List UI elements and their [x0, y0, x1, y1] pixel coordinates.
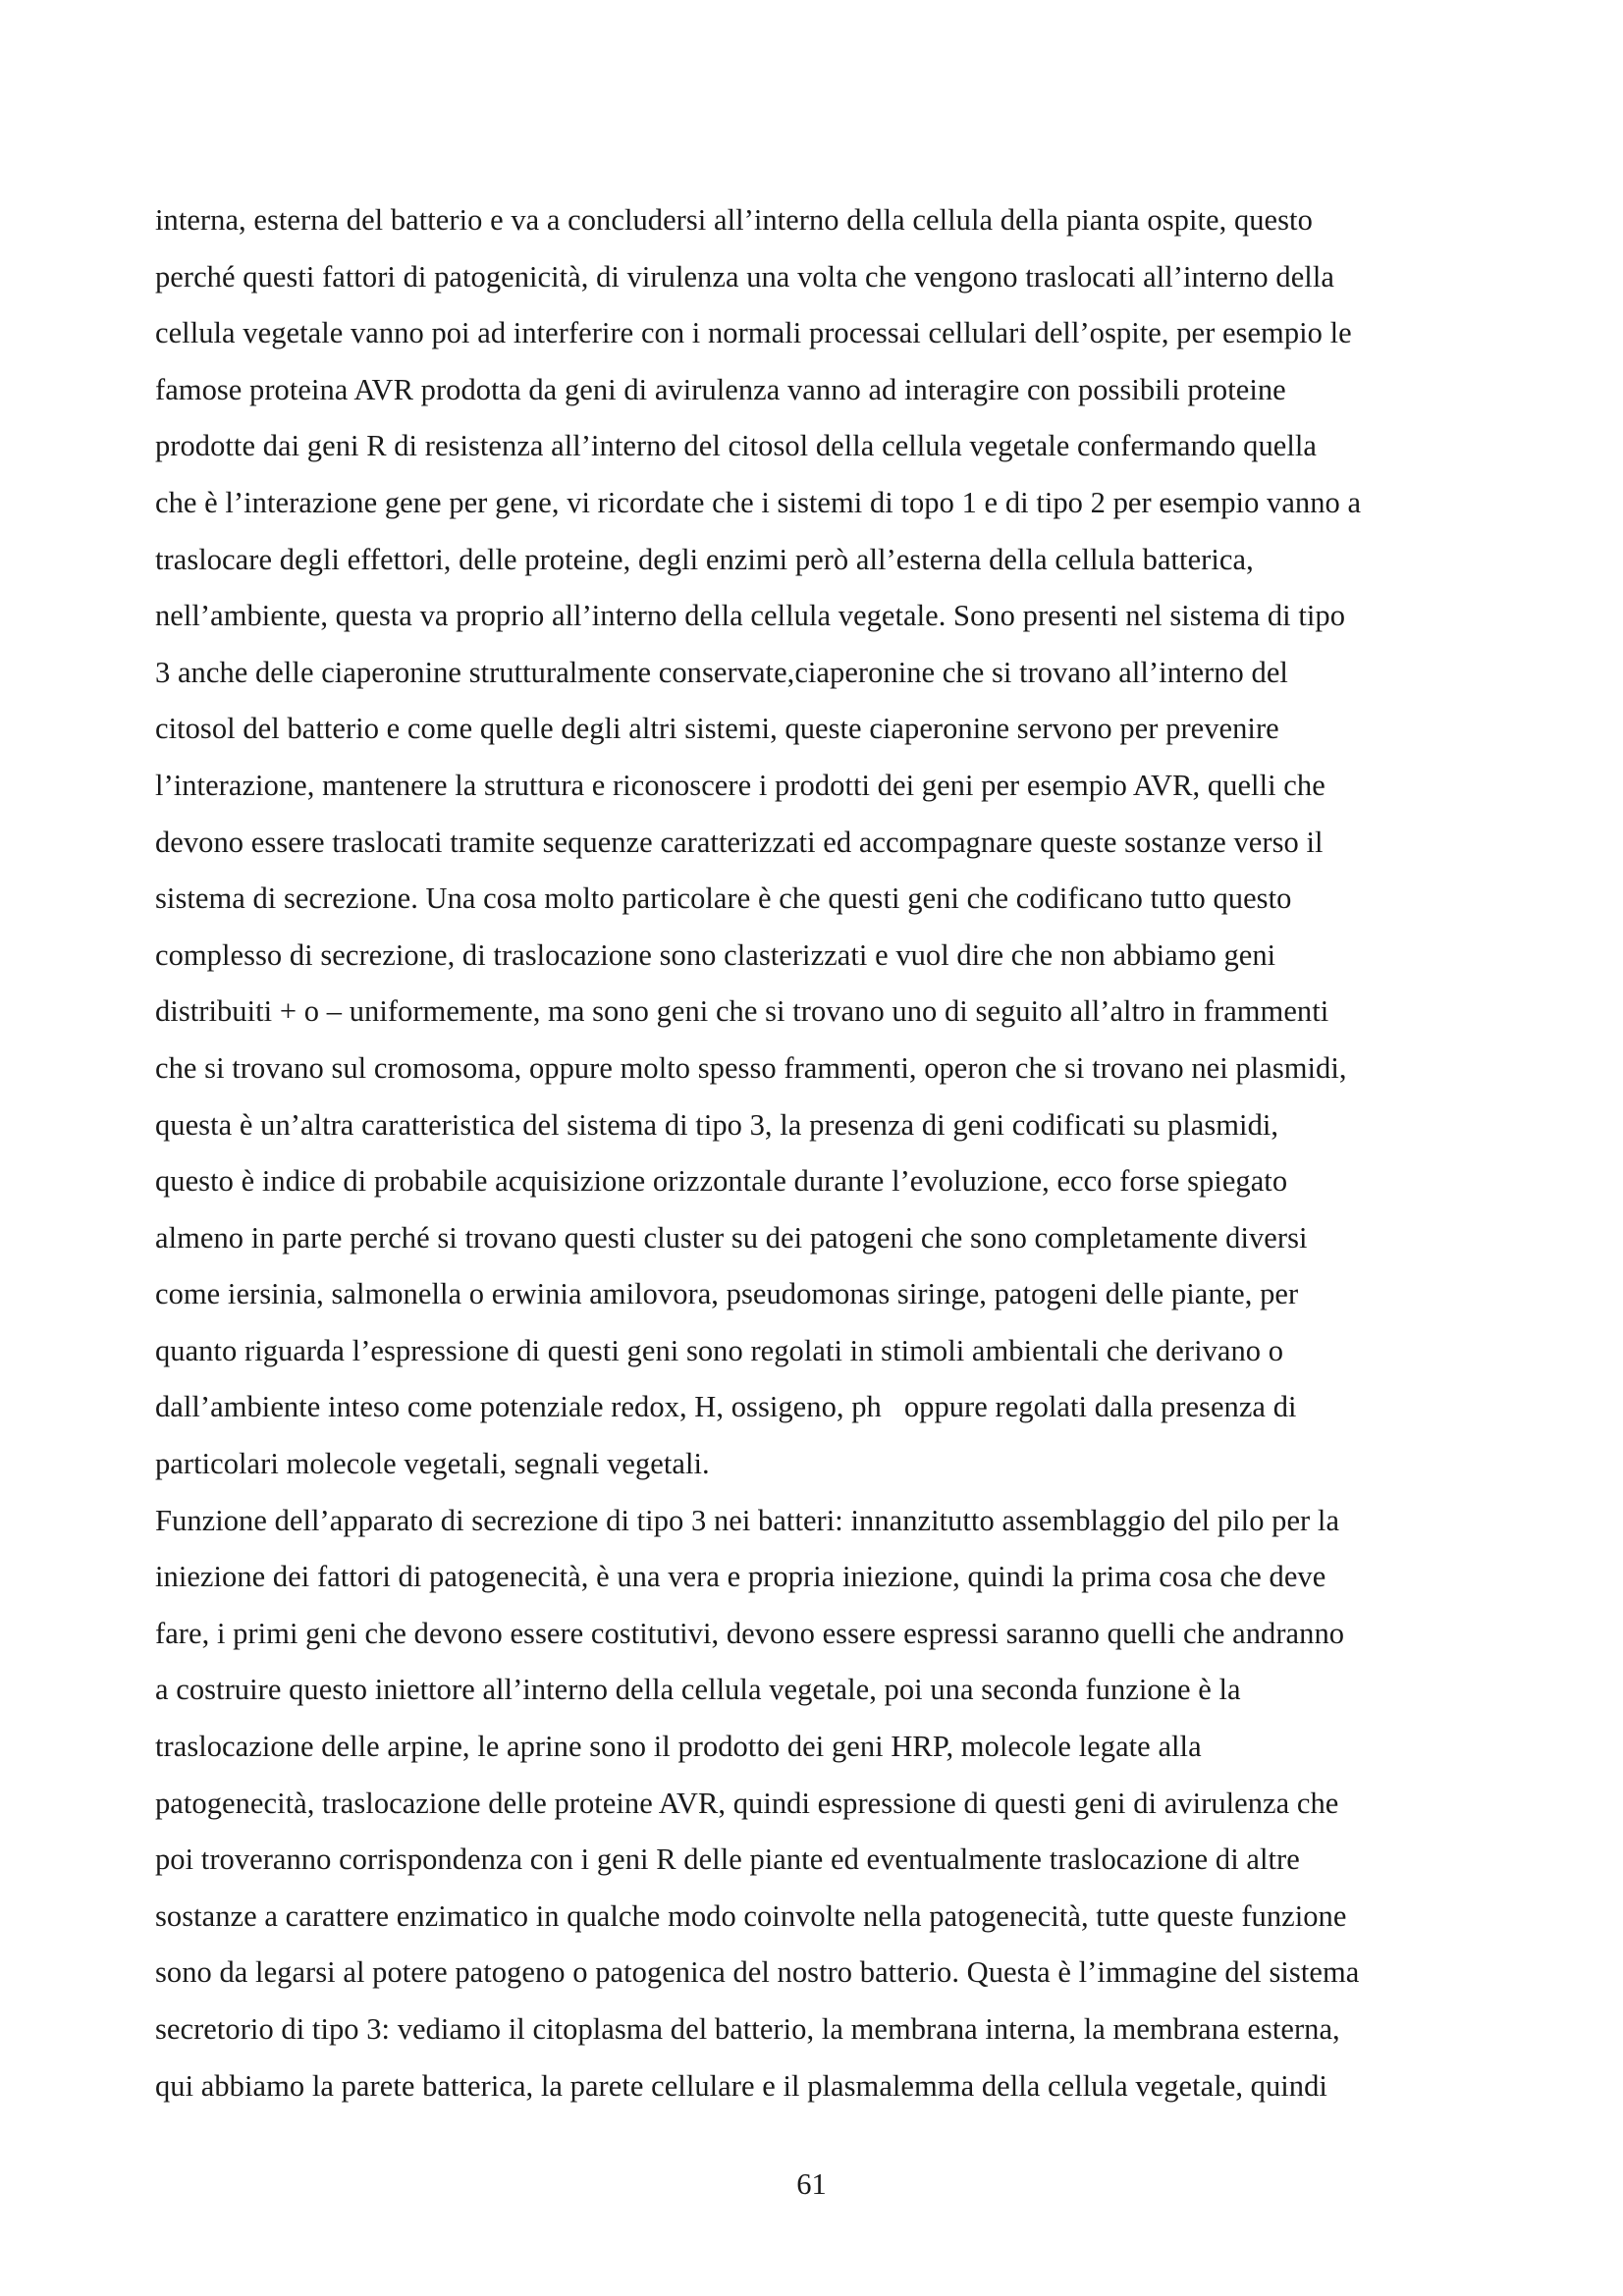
text-line: interna, esterna del batterio e va a concludersi all’interno della cellula della pianta ospite, questo [155, 203, 1313, 237]
text-line: nell’ambiente, questa va proprio all’interno della cellula vegetale. Sono presenti nel sistema di tipo [155, 599, 1346, 633]
text-line: complesso di secrezione, di traslocazione sono clasterizzati e vuol dire che non abbiamo geni [155, 937, 1276, 972]
text-line: questo è indice di probabile acquisizione orizzontale durante l’evoluzione, ecco forse spiegato [155, 1164, 1288, 1199]
text-line: qui abbiamo la parete batterica, la parete cellulare e il plasmalemma della cellula vegetale, quindi [155, 2068, 1327, 2103]
text-line: devono essere traslocati tramite sequenze caratterizzati ed accompagnare queste sostanze verso il [155, 825, 1324, 859]
text-line: sostanze a carattere enzimatico in qualche modo coinvolte nella patogenecità, tutte queste funzione [155, 1898, 1347, 1933]
text-line: che è l’interazione gene per gene, vi ricordate che i sistemi di topo 1 e di tipo 2 per esempio vanno a [155, 485, 1362, 519]
text-line: traslocare degli effettori, delle proteine, degli enzimi però all’esterna della cellula batterica, [155, 542, 1254, 576]
text-line: a costruire questo iniettore all’interno della cellula vegetale, poi una seconda funzione è la [155, 1673, 1241, 1707]
text-line: traslocazione delle arpine, le aprine sono il prodotto dei geni HRP, molecole legate alla [155, 1730, 1202, 1764]
page-number: 61 [796, 2167, 827, 2201]
text-line: questa è un’altra caratteristica del sistema di tipo 3, la presenza di geni codificati su plasmidi, [155, 1107, 1279, 1142]
text-line: poi troveranno corrispondenza con i geni R delle piante ed eventualmente traslocazione di altre [155, 1842, 1300, 1877]
text-line: dall’ambiente inteso come potenziale redox, H, ossigeno, ph oppure regolati dalla presenza di [155, 1390, 1297, 1424]
text-line: patogenecità, traslocazione delle proteine AVR, quindi espressione di questi geni di avirulenza che [155, 1786, 1339, 1820]
text-line: cellula vegetale vanno poi ad interferire con i normali processai cellulari dell’ospite, per esempio le [155, 316, 1352, 350]
text-line: fare, i primi geni che devono essere costitutivi, devono essere espressi saranno quelli che andranno [155, 1616, 1345, 1650]
text-line: famose proteina AVR prodotta da geni di avirulenza vanno ad interagire con possibili proteine [155, 372, 1286, 406]
text-line: come iersinia, salmonella o erwinia amilovora, pseudomonas siringe, patogeni delle piante, per [155, 1277, 1299, 1311]
text-line: che si trovano sul cromosoma, oppure molto spesso frammenti, operon che si trovano nei plasmidi, [155, 1050, 1347, 1085]
text-line: sistema di secrezione. Una cosa molto particolare è che questi geni che codificano tutto questo [155, 881, 1292, 916]
text-line: distribuiti + o – uniformemente, ma sono geni che si trovano uno di seguito all’altro in frammenti [155, 994, 1329, 1029]
text-line: Funzione dell’apparato di secrezione di tipo 3 nei batteri: innanzitutto assemblaggio del pilo per la [155, 1503, 1340, 1537]
text-line: prodotte dai geni R di resistenza all’interno del citosol della cellula vegetale confermando quella [155, 429, 1317, 463]
text-line: particolari molecole vegetali, segnali vegetali. [155, 1447, 710, 1481]
text-line: sono da legarsi al potere patogeno o patogenica del nostro batterio. Questa è l’immagine del sistema [155, 1955, 1360, 1990]
body-text [155, 192, 1490, 2114]
text-line: citosol del batterio e come quelle degli altri sistemi, queste ciaperonine servono per prevenire [155, 712, 1279, 746]
text-line: secretorio di tipo 3: vediamo il citoplasma del batterio, la membrana interna, la membrana esterna, [155, 2012, 1340, 2046]
text-line: 3 anche delle ciaperonine strutturalmente conservate,ciaperonine che si trovano all’interno del [155, 655, 1288, 689]
text-line: iniezione dei fattori di patogenecità, è una vera e propria iniezione, quindi la prima cosa che deve [155, 1560, 1326, 1594]
text-line: quanto riguarda l’espressione di questi geni sono regolati in stimoli ambientali che derivano o [155, 1333, 1284, 1367]
text-line: almeno in parte perché si trovano questi cluster su dei patogeni che sono completamente diversi [155, 1220, 1308, 1255]
text-line: perché questi fattori di patogenicità, di virulenza una volta che vengono traslocati all’interno della [155, 259, 1334, 294]
text-line: l’interazione, mantenere la struttura e riconoscere i prodotti dei geni per esempio AVR, quelli che [155, 768, 1325, 802]
